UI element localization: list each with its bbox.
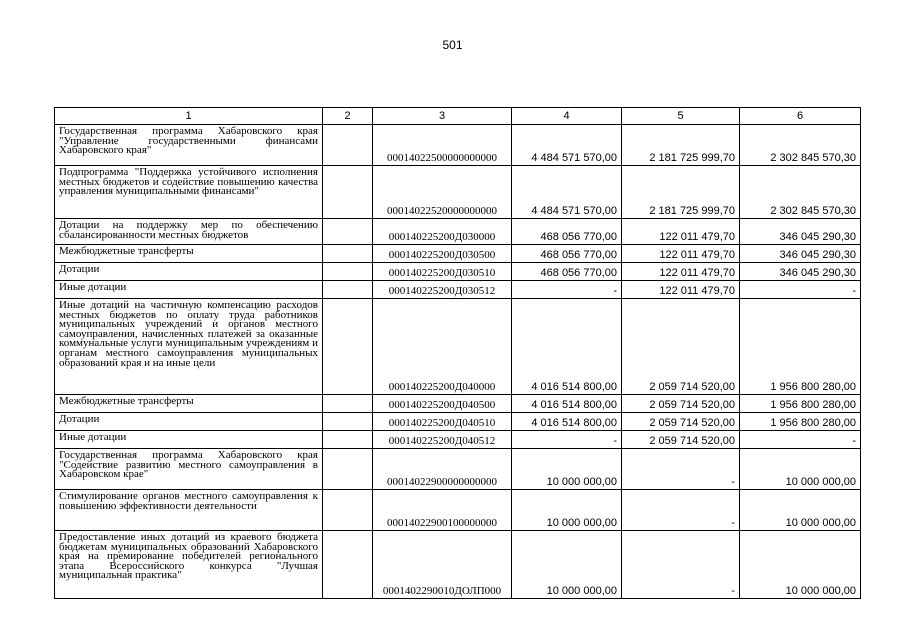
row-col2: [323, 281, 373, 299]
header-cell: 2: [323, 108, 373, 125]
row-value-6: 2 302 845 570,30: [740, 125, 861, 166]
row-name: Межбюджетные трансферты: [55, 395, 323, 413]
row-code: 000140225200Д040512: [373, 431, 512, 449]
header-cell: 1: [55, 108, 323, 125]
row-value-4: 10 000 000,00: [512, 490, 622, 531]
row-name: Иные дотации: [55, 431, 323, 449]
table-row: [55, 219, 861, 245]
row-code: 000140225200Д030500: [373, 245, 512, 263]
row-value-5: 2 181 725 999,70: [622, 125, 740, 166]
row-value-4: 10 000 000,00: [512, 531, 622, 599]
row-code: 00014022520000000000: [373, 166, 512, 219]
row-col2: [323, 431, 373, 449]
header-cell: 3: [373, 108, 512, 125]
budget-table: [54, 107, 861, 599]
row-name: Дотации: [55, 263, 323, 281]
row-code: 000140225200Д040510: [373, 413, 512, 431]
row-value-4: 10 000 000,00: [512, 449, 622, 490]
row-value-6: 346 045 290,30: [740, 219, 861, 245]
row-value-4: 468 056 770,00: [512, 245, 622, 263]
row-code: 000140225200Д040000: [373, 299, 512, 395]
table-row: [55, 449, 861, 490]
table-row: [55, 490, 861, 531]
table-row: [55, 299, 861, 395]
row-name: Государственная программа Хабаровского края "Содействие развитию местного самоуправления в Хабаровском крае": [55, 449, 323, 490]
table-header-row: [55, 108, 861, 125]
table-row: [55, 166, 861, 219]
table-row: [55, 281, 861, 299]
row-value-4: 4 484 571 570,00: [512, 166, 622, 219]
row-value-5: -: [622, 490, 740, 531]
row-col2: [323, 125, 373, 166]
row-code: 00014022500000000000: [373, 125, 512, 166]
row-value-6: 10 000 000,00: [740, 531, 861, 599]
row-code: 000140225200Д030512: [373, 281, 512, 299]
row-value-6: 1 956 800 280,00: [740, 395, 861, 413]
row-value-6: 346 045 290,30: [740, 245, 861, 263]
row-value-6: 346 045 290,30: [740, 263, 861, 281]
row-col2: [323, 166, 373, 219]
row-col2: [323, 219, 373, 245]
row-col2: [323, 531, 373, 599]
row-code: 0001402290010ДОЛП000: [373, 531, 512, 599]
row-code: 00014022900100000000: [373, 490, 512, 531]
row-name: Иные дотаций на частичную компенсацию расходов местных бюджетов по оплату труда работников муниципальных учреждений и органов местного самоуправления, начисленных платежей за оказанные коммунальные услуги муниципальным учреждениям и органам местного самоуправления муниципальных образований края и на иные цели: [55, 299, 323, 395]
row-value-5: 122 011 479,70: [622, 245, 740, 263]
row-name: Подпрограмма "Поддержка устойчивого исполнения местных бюджетов и содействие повышению качества управления муниципальными финансами": [55, 166, 323, 219]
row-code: 000140225200Д030000: [373, 219, 512, 245]
row-value-4: 4 016 514 800,00: [512, 299, 622, 395]
header-cell: 5: [622, 108, 740, 125]
table-row: [55, 395, 861, 413]
row-value-5: 122 011 479,70: [622, 263, 740, 281]
row-col2: [323, 449, 373, 490]
row-name: Стимулирование органов местного самоуправления к повышению эффективности деятельности: [55, 490, 323, 531]
row-code: 000140225200Д040500: [373, 395, 512, 413]
table-row: [55, 531, 861, 599]
row-code: 00014022900000000000: [373, 449, 512, 490]
row-value-4: 468 056 770,00: [512, 263, 622, 281]
table-row: [55, 263, 861, 281]
table-row: [55, 125, 861, 166]
page-number: 501: [442, 38, 463, 52]
row-value-5: 2 059 714 520,00: [622, 395, 740, 413]
row-value-4: 468 056 770,00: [512, 219, 622, 245]
row-col2: [323, 245, 373, 263]
row-value-5: 2 059 714 520,00: [622, 413, 740, 431]
row-col2: [323, 413, 373, 431]
row-name: Межбюджетные трансферты: [55, 245, 323, 263]
row-value-5: 122 011 479,70: [622, 219, 740, 245]
row-col2: [323, 299, 373, 395]
row-value-5: 2 059 714 520,00: [622, 431, 740, 449]
row-value-6: 10 000 000,00: [740, 449, 861, 490]
row-value-4: -: [512, 431, 622, 449]
row-name: Дотации: [55, 413, 323, 431]
row-value-5: -: [622, 531, 740, 599]
table-row: [55, 413, 861, 431]
row-value-4: 4 484 571 570,00: [512, 125, 622, 166]
row-col2: [323, 395, 373, 413]
header-cell: 4: [512, 108, 622, 125]
table-row: [55, 431, 861, 449]
row-col2: [323, 263, 373, 281]
row-value-6: 1 956 800 280,00: [740, 413, 861, 431]
row-value-6: 10 000 000,00: [740, 490, 861, 531]
row-value-4: -: [512, 281, 622, 299]
row-name: Дотации на поддержку мер по обеспечению сбалансированности местных бюджетов: [55, 219, 323, 245]
row-value-6: -: [740, 281, 861, 299]
row-name: Иные дотации: [55, 281, 323, 299]
row-value-5: 2 059 714 520,00: [622, 299, 740, 395]
header-cell: 6: [740, 108, 861, 125]
row-value-5: 122 011 479,70: [622, 281, 740, 299]
table-row: [55, 245, 861, 263]
row-value-4: 4 016 514 800,00: [512, 395, 622, 413]
row-value-5: 2 181 725 999,70: [622, 166, 740, 219]
row-value-6: 2 302 845 570,30: [740, 166, 861, 219]
row-value-6: -: [740, 431, 861, 449]
row-col2: [323, 490, 373, 531]
row-value-4: 4 016 514 800,00: [512, 413, 622, 431]
row-name: Государственная программа Хабаровского края "Управление государственными финансами Хабаровского края": [55, 125, 323, 166]
row-code: 000140225200Д030510: [373, 263, 512, 281]
row-value-6: 1 956 800 280,00: [740, 299, 861, 395]
row-name: Предоставление иных дотаций из краевого бюджета бюджетам муниципальных образований Хабаровского края на премирование победителей регионального этапа Всероссийского конкурса "Лучшая муниципальная практика": [55, 531, 323, 599]
row-value-5: -: [622, 449, 740, 490]
